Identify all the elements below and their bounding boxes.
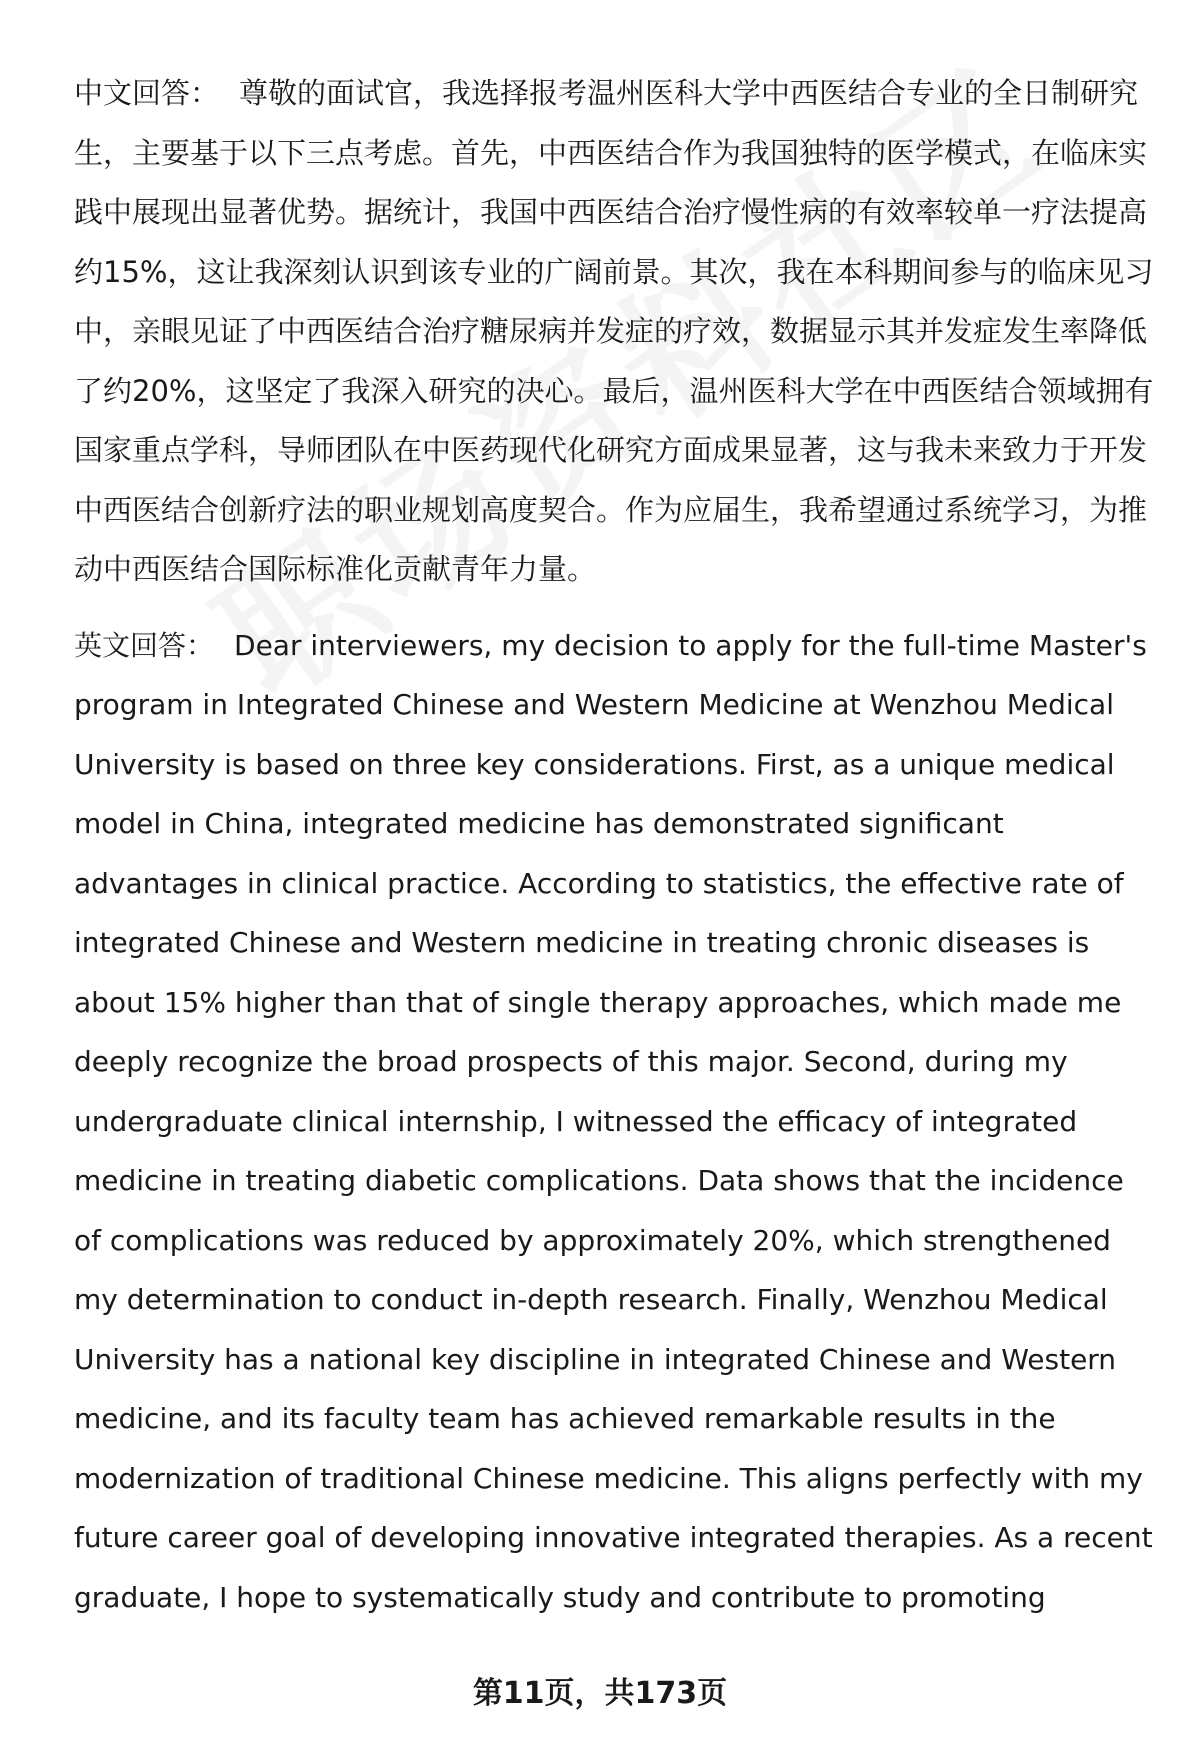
chinese-answer-text: 尊敬的面试官，我选择报考温州医科大学中西医结合专业的全日制研究生，主要基于以下三点考虑。首先，中西医结合作为我国独特的医学模式，在临床实践中展现出显著优势。据统计，我国中西医结合治疗慢性病的有效率较单一疗法提高约15%，这让我深刻认识到该专业的广阔前景。其次，我在本科期间参与的临床见习中，亲眼见证了中西医结合治疗糖尿病并发症的疗效，数据显示其并发症发生率降低了约20%，这坚定了我深入研究的决心。最后，温州医科大学在中西医结合领域拥有国家重点学科，导师团队在中医药现代化研究方面成果显著，这与我未来致力于开发中西医结合创新疗法的职业规划高度契合。作为应届生，我希望通过系统学习，为推动中西医结合国际标准化贡献青年力量。 — [74, 76, 1154, 586]
chinese-answer-label: 中文回答： — [74, 76, 220, 110]
document-body — [74, 64, 1154, 1627]
english-answer-label: 英文回答： — [74, 628, 215, 662]
english-answer-text: Dear interviewers, my decision to apply for the full-time Master's program in Integrated Chinese and Western Medicine at Wenzhou Medical University is based on three key considerations. First, as a unique medical model in China, integrated medicine has demonstrated significant advantages in clinical practice. According to statistics, the effective rate of integrated Chinese and Western medicine in treating chronic diseases is about 15% higher than that of single therapy approaches, which made me deeply recognize the broad prospects of this major. Second, during my undergraduate clinical internship, I witnessed the efficacy of integrated medicine in treating diabetic complications. Data shows that the incidence of complications was reduced by approximately 20%, which strengthened my determination to conduct in-depth research. Finally, Wenzhou Medical University has a national key discipline in integrated Chinese and Western medicine, and its faculty team has achieved remarkable results in the modernization of traditional Chinese medicine. This aligns perfectly with my future career goal of developing innovative integrated therapies. As a recent graduate, I hope to systematically study and contribute to promoting — [74, 628, 1153, 1614]
chinese-answer-paragraph — [74, 64, 1154, 600]
page-number-footer: 第11页，共173页 — [472, 1676, 728, 1711]
english-answer-paragraph — [74, 616, 1154, 1628]
